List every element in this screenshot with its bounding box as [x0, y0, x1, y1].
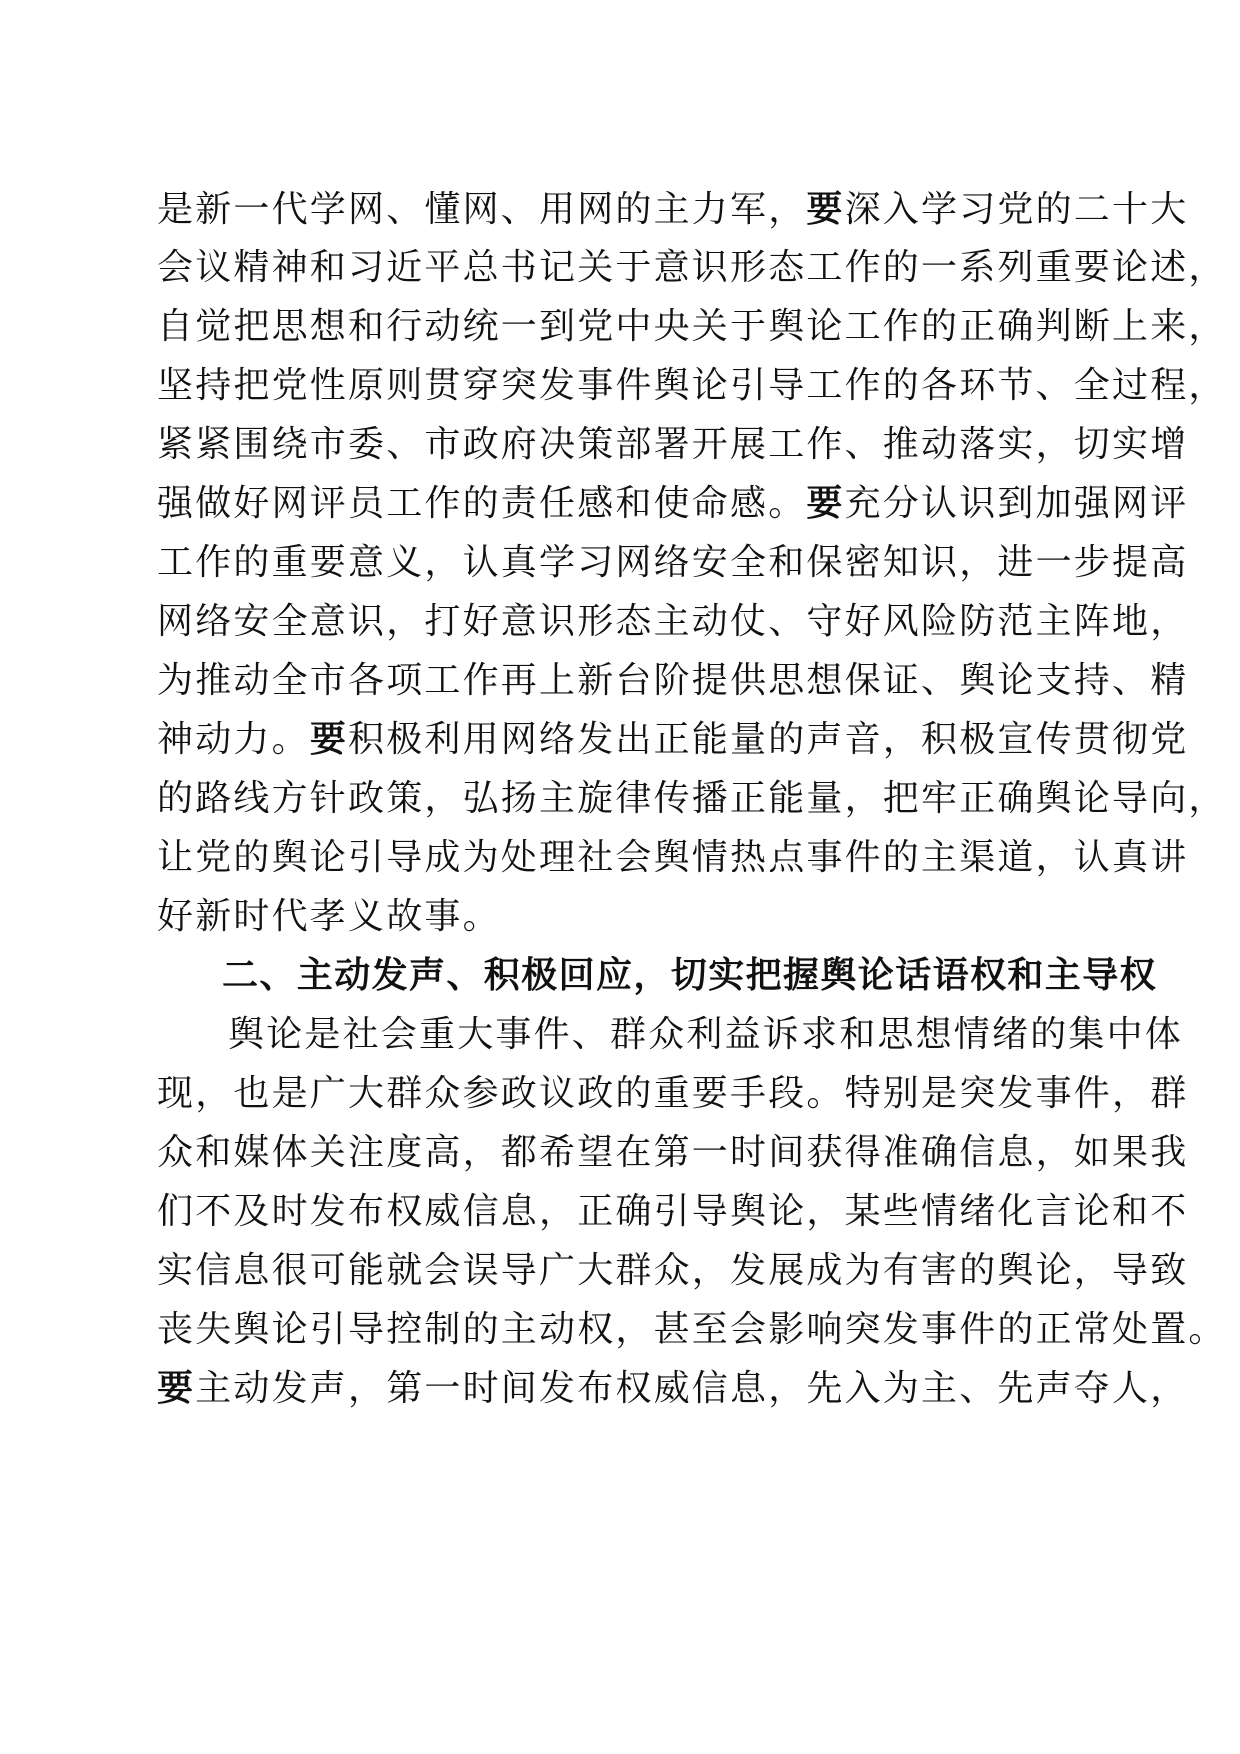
text-line	[157, 1190, 1189, 1234]
text-run: 主动发声，第一时间发布权威信息，先入为主、先声夺人，	[195, 1368, 1189, 1409]
text-run: 丧失舆论引导控制的主动权，甚至会影响突发事件的正常处置。	[157, 1309, 1227, 1350]
emphasis-run: 要	[806, 483, 845, 524]
text-line	[157, 541, 1189, 585]
emphasis-run: 要	[806, 189, 845, 230]
text-run: 神动力。	[157, 719, 310, 760]
section-heading: 二、主动发声、积极回应，切实把握舆论话语权和主导权	[222, 955, 1158, 996]
text-line	[157, 659, 1189, 703]
text-run: 实信息很可能就会误导广大群众，发展成为有害的舆论，导致	[157, 1250, 1189, 1291]
text-run: 让党的舆论引导成为处理社会舆情热点事件的主渠道，认真讲	[157, 837, 1189, 878]
emphasis-run: 要	[157, 1368, 196, 1409]
text-run: 会议精神和习近平总书记关于意识形态工作的一系列重要论述，	[157, 247, 1227, 288]
text-run: 充分认识到加强网评	[844, 483, 1189, 524]
text-line	[157, 600, 1189, 644]
text-run: 们不及时发布权威信息，正确引导舆论，某些情绪化言论和不	[157, 1191, 1189, 1232]
text-line	[157, 718, 1189, 762]
emphasis-run: 要	[309, 719, 349, 760]
text-line	[157, 188, 1189, 232]
text-line	[157, 777, 1227, 821]
text-run: 网络安全意识，打好意识形态主动仗、守好风险防范主阵地，	[157, 601, 1189, 642]
text-run: 紧紧围绕市委、市政府决策部署开展工作、推动落实，切实增	[157, 424, 1189, 465]
text-line	[157, 482, 1189, 526]
text-run: 自觉把思想和行动统一到党中央关于舆论工作的正确判断上来，	[157, 306, 1227, 347]
text-line	[157, 364, 1227, 408]
text-line	[157, 1249, 1189, 1293]
text-run: 舆论是社会重大事件、群众利益诉求和思想情绪的集中体	[228, 1014, 1184, 1055]
text-run: 的路线方针政策，弘扬主旋律传播正能量，把牢正确舆论导向，	[157, 778, 1227, 819]
text-line	[157, 1131, 1189, 1175]
text-run: 现，也是广大群众参政议政的重要手段。特别是突发事件，群	[157, 1073, 1189, 1114]
text-run: 强做好网评员工作的责任感和使命感。	[157, 483, 807, 524]
text-line	[157, 895, 1107, 939]
text-run: 为推动全市各项工作再上新台阶提供思想保证、舆论支持、精	[157, 660, 1189, 701]
text-run: 是新一代学网、懂网、用网的主力军，	[157, 189, 807, 230]
text-run: 工作的重要意义，认真学习网络安全和保密知识，进一步提高	[157, 542, 1189, 583]
text-line	[157, 246, 1227, 290]
text-line	[157, 1367, 1189, 1411]
text-run: 深入学习党的二十大	[844, 189, 1189, 230]
text-run: 坚持把党性原则贯穿突发事件舆论引导工作的各环节、全过程，	[157, 365, 1227, 406]
text-line	[157, 423, 1189, 467]
text-line	[228, 1013, 1184, 1057]
text-line	[157, 305, 1227, 349]
text-run: 众和媒体关注度高，都希望在第一时间获得准确信息，如果我	[157, 1132, 1189, 1173]
text-line	[157, 1308, 1227, 1352]
text-run: 好新时代孝义故事。	[157, 896, 501, 937]
text-run: 积极利用网络发出正能量的声音，积极宣传贯彻党	[348, 719, 1189, 760]
text-line	[157, 1072, 1189, 1116]
text-line	[157, 836, 1189, 880]
